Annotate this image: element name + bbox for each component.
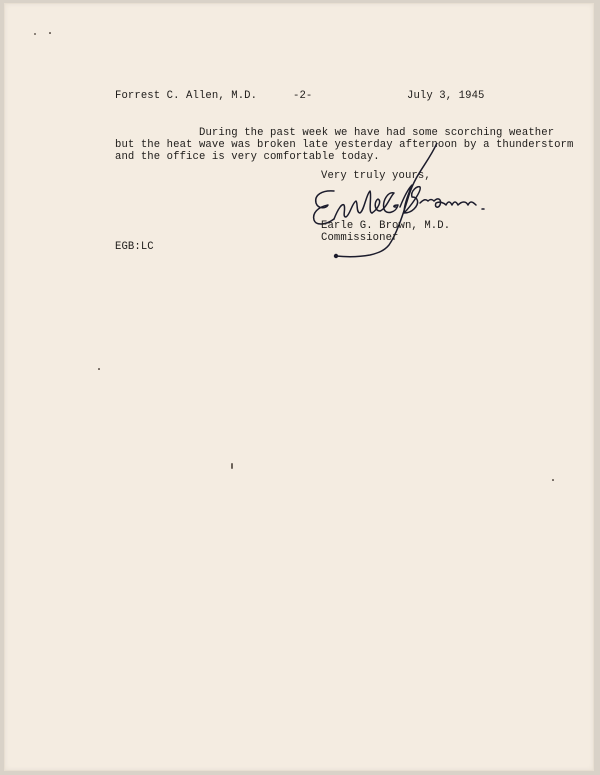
letter-page [4, 3, 594, 771]
paper-speck [34, 33, 36, 35]
paper-speck [98, 368, 100, 370]
letter-date: July 3, 1945 [407, 90, 485, 102]
body-line-3: and the office is very comfortable today. [115, 151, 380, 163]
closing-salutation: Very truly yours, [321, 170, 431, 182]
reference-initials: EGB:LC [115, 241, 154, 253]
body-line-2: but the heat wave was broken late yesterday afternoon by a thunderstorm [115, 139, 574, 151]
paper-speck [552, 479, 554, 481]
signer-title: Commissioner [321, 232, 399, 244]
signer-name: Earle G. Brown, M.D. [321, 220, 451, 232]
handwritten-signature [304, 143, 504, 268]
recipient-name: Forrest C. Allen, M.D. [115, 90, 258, 102]
paper-speck [231, 463, 233, 469]
body-line-1: During the past week we have had some scorching weather [199, 127, 555, 139]
page-number: -2- [293, 90, 313, 102]
paper-speck [49, 32, 51, 34]
